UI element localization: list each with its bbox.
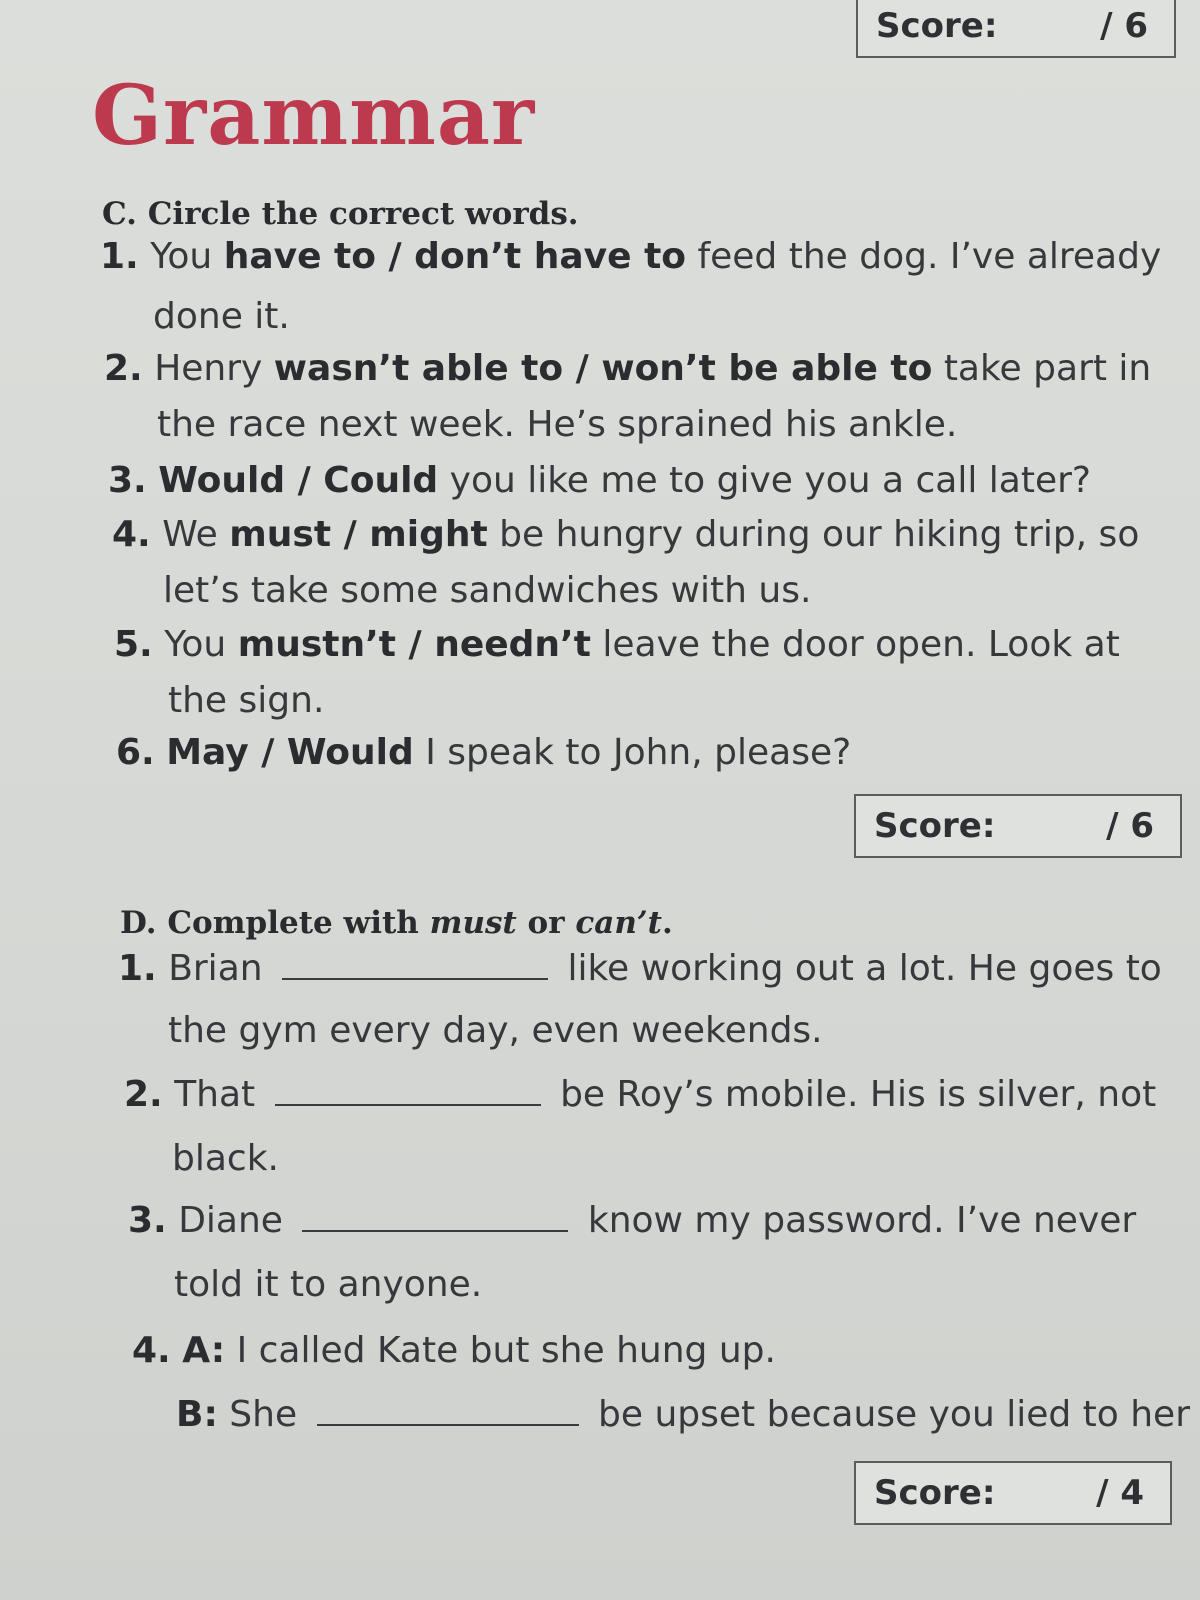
item-text-pre: You [164, 624, 238, 665]
heading-text: . [662, 905, 673, 941]
item-text-pre: That [174, 1074, 256, 1115]
item-options[interactable]: wasn’t able to / won’t be able to [273, 348, 933, 389]
d-item-2-cont: black. [172, 1138, 279, 1179]
speaker-a-text: I called Kate but she hung up. [236, 1330, 776, 1371]
item-text-pre: Henry [154, 348, 274, 389]
c-item-3 [108, 460, 1091, 501]
item-options[interactable]: must / might [229, 514, 488, 555]
c-item-4-cont: let’s take some sandwiches with us. [163, 570, 812, 611]
item-number: 1. [100, 236, 139, 277]
speaker-b-label: B: [176, 1394, 218, 1435]
item-number: 2. [104, 348, 143, 389]
d-item-2 [124, 1074, 1156, 1115]
item-text-pre: You [150, 236, 224, 277]
score-box-section-d [854, 1461, 1172, 1525]
item-text-post: leave the door open. Look at [590, 624, 1120, 665]
item-number: 3. [128, 1200, 167, 1241]
answer-blank[interactable] [317, 1396, 579, 1426]
d-item-4-a [132, 1330, 776, 1371]
heading-word-must: must [429, 905, 517, 941]
score-max: / 4 [1096, 1473, 1144, 1513]
item-text-post: take part in [932, 348, 1152, 389]
speaker-a-label: A: [182, 1330, 226, 1371]
c-item-1-cont: done it. [153, 296, 290, 337]
c-item-2-cont: the race next week. He’s sprained his ankle. [157, 404, 958, 445]
d-item-3-cont: told it to anyone. [174, 1264, 483, 1305]
item-number: 2. [124, 1074, 163, 1115]
score-label: Score: [874, 806, 996, 846]
item-text-pre: Brian [168, 948, 263, 989]
d-item-3 [128, 1200, 1136, 1241]
c-item-5 [114, 624, 1120, 665]
score-label: Score: [876, 6, 998, 46]
item-number: 3. [108, 460, 147, 501]
heading-word-cant: can’t [575, 905, 662, 941]
score-max: / 6 [1100, 6, 1148, 46]
heading-text: or [516, 905, 576, 941]
answer-blank[interactable] [302, 1202, 568, 1232]
c-item-1 [100, 236, 1161, 277]
item-options[interactable]: have to / don’t have to [223, 236, 687, 277]
item-number: 4. [112, 514, 151, 555]
score-box-section-c [854, 794, 1182, 858]
section-d-heading [120, 905, 673, 941]
item-text-pre: She [229, 1394, 298, 1435]
d-item-1 [118, 948, 1162, 989]
item-text-post: be upset because you lied to her [598, 1394, 1191, 1435]
section-c-heading: C. Circle the correct words. [102, 196, 579, 232]
item-number: 5. [114, 624, 153, 665]
c-item-6 [116, 732, 851, 773]
item-text-post: you like me to give you a call later? [438, 460, 1092, 501]
d-item-1-cont: the gym every day, even weekends. [168, 1010, 823, 1051]
item-number: 4. [132, 1330, 171, 1371]
item-options[interactable]: May / Would [166, 732, 414, 773]
item-text-post: like working out a lot. He goes to [567, 948, 1162, 989]
c-item-4 [112, 514, 1139, 555]
score-label: Score: [874, 1473, 996, 1513]
item-text-post: be hungry during our hiking trip, so [487, 514, 1140, 555]
item-text-post: feed the dog. I’ve already [686, 236, 1162, 277]
item-text-post: know my password. I’ve never [587, 1200, 1137, 1241]
item-options[interactable]: mustn’t / needn’t [237, 624, 591, 665]
heading-text: D. Complete with [120, 905, 430, 941]
d-item-4-b [176, 1394, 1190, 1435]
item-number: 1. [118, 948, 157, 989]
score-box-top [856, 0, 1176, 58]
item-text-pre: Diane [178, 1200, 283, 1241]
c-item-2 [104, 348, 1151, 389]
item-text-post: I speak to John, please? [413, 732, 852, 773]
item-text-post: be Roy’s mobile. His is silver, not [560, 1074, 1157, 1115]
item-options[interactable]: Would / Could [158, 460, 439, 501]
score-max: / 6 [1106, 806, 1154, 846]
item-number: 6. [116, 732, 155, 773]
answer-blank[interactable] [275, 1076, 541, 1106]
answer-blank[interactable] [282, 950, 548, 980]
page-title: Grammar [92, 68, 536, 164]
item-text-pre: We [162, 514, 230, 555]
c-item-5-cont: the sign. [168, 680, 325, 721]
